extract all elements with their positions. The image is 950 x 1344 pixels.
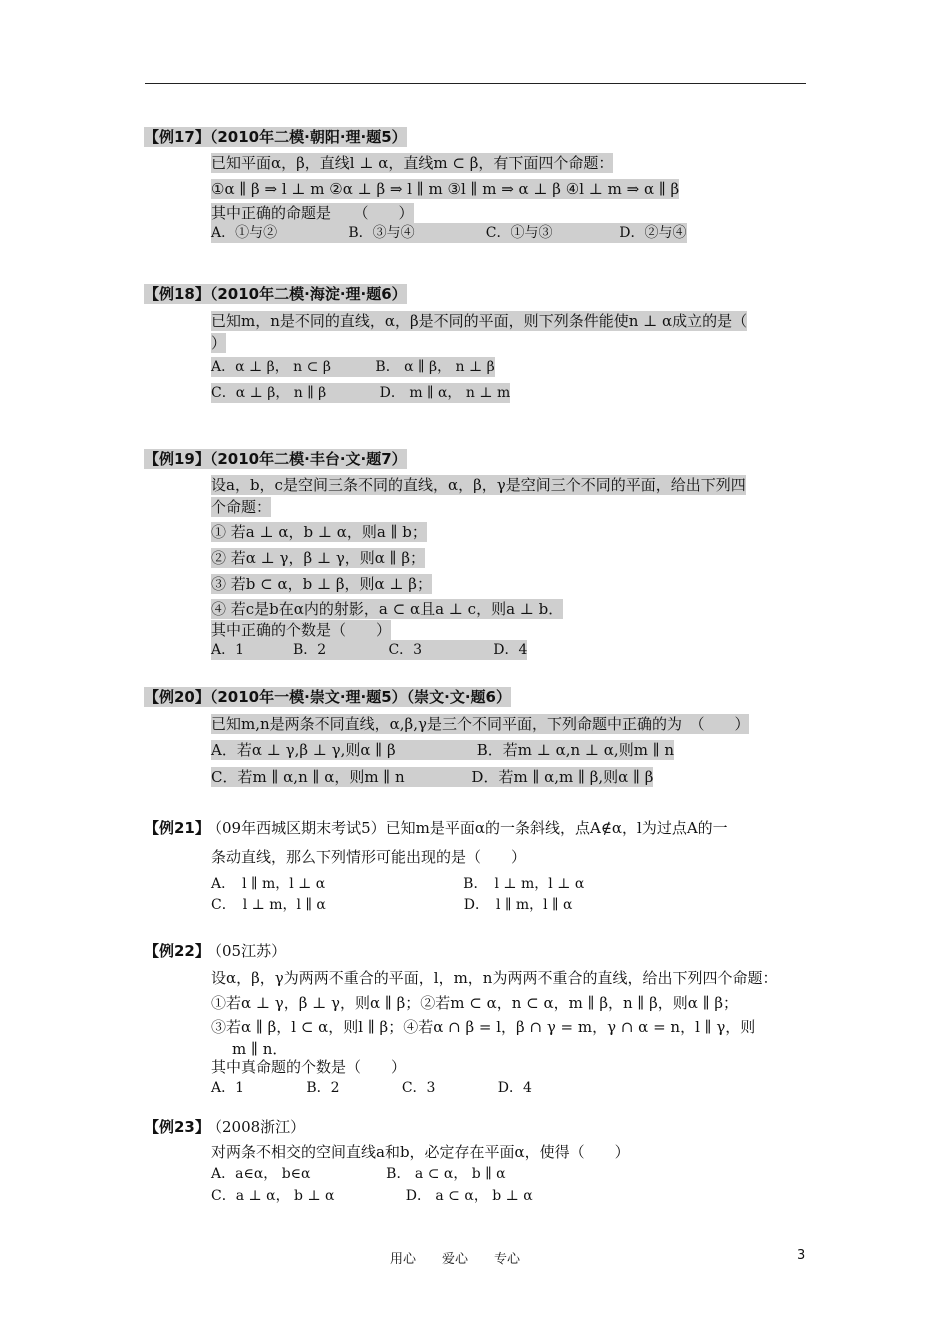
example-23-title: 【例23】 xyxy=(144,1118,210,1136)
example-19-proposition-2: ② 若α ⊥ γ，β ⊥ γ，则α ∥ β； xyxy=(211,549,426,567)
page-number: 3 xyxy=(797,1248,806,1263)
example-17-line-3: 其中正确的命题是 （ ） xyxy=(211,204,414,222)
example-17-title: 【例17】（2010年二模·朝阳·理·题5） xyxy=(144,128,407,146)
example-21-line-2: 条动直线，那么下列情形可能出现的是（ ） xyxy=(211,848,527,866)
example-22-line-3: ③若α ∥ β，l ⊂ α，则l ∥ β；④若α ∩ β = l，β ∩ γ = m，γ ∩ α = n，l ∥ γ，则 xyxy=(211,1018,756,1036)
example-18-title: 【例18】（2010年二模·海淀·理·题6） xyxy=(144,285,407,303)
example-18-line-2: ） xyxy=(211,334,227,352)
example-19-line-2: 个命题： xyxy=(211,498,272,516)
example-23-line-1: 对两条不相交的空间直线a和b，必定存在平面α，使得（ ） xyxy=(211,1143,630,1161)
footer-motto: 用心 爱心 专心 xyxy=(390,1252,521,1267)
example-19-proposition-4: ④ 若c是b在α内的射影，a ⊂ α且a ⊥ c，则a ⊥ b． xyxy=(211,600,564,618)
example-23-options-cd: C．a ⊥ α， b ⊥ α D． a ⊂ α， b ⊥ α xyxy=(211,1188,533,1204)
example-18-options-ab: A．α ⊥ β， n ⊂ β B． α ∥ β， n ⊥ β xyxy=(211,359,495,375)
example-23-options-ab: A．a∈α， b∈α B． a ⊂ α， b ∥ α xyxy=(211,1166,506,1182)
example-20-title: 【例20】（2010年一模·崇文·理·题5）（崇文·文·题6） xyxy=(144,688,511,706)
example-17-line-2: ①α ∥ β ⇒ l ⊥ m ②α ⊥ β ⇒ l ∥ m ③l ∥ m ⇒ α ⊥ β ④l ⊥ m ⇒ α ∥ β xyxy=(211,180,680,198)
example-21-line-1: （09年西城区期末考试5）已知m是平面α的一条斜线，点A∉α，l为过点A的一 xyxy=(207,819,728,837)
example-19-proposition-1: ① 若a ⊥ α，b ⊥ α，则a ∥ b； xyxy=(211,523,427,541)
header-rule xyxy=(145,83,806,84)
example-22-options: A．1 B．2 C．3 D．4 xyxy=(211,1080,532,1096)
example-22-line-1: 设α，β，γ为两两不重合的平面，l，m，n为两两不重合的直线，给出下列四个命题： xyxy=(211,969,778,987)
example-17-line-1: 已知平面α，β，直线l ⊥ α，直线m ⊂ β，有下面四个命题： xyxy=(211,154,614,172)
example-19-line-1: 设a，b，c是空间三条不同的直线，α，β，γ是空间三个不同的平面，给出下列四 xyxy=(211,476,746,494)
example-19-question: 其中正确的个数是（ ） xyxy=(211,621,392,639)
example-22-question: 其中真命题的个数是（ ） xyxy=(211,1058,407,1076)
example-18-line-1: 已知m，n是不同的直线，α，β是不同的平面，则下列条件能使n ⊥ α成立的是（ xyxy=(211,312,748,330)
example-17-options: A．①与② B．③与④ C．①与③ D．②与④ xyxy=(211,225,687,241)
example-21-title: 【例21】 xyxy=(144,819,210,837)
example-20-options-ab: A．若α ⊥ γ,β ⊥ γ,则α ∥ β B．若m ⊥ α,n ⊥ α,则m ∥ n xyxy=(211,741,675,759)
example-22-title: 【例22】 xyxy=(144,942,210,960)
example-18-options-cd: C．α ⊥ β， n ∥ β D． m ∥ α， n ⊥ m xyxy=(211,385,511,401)
example-21-options-cd: C． l ⊥ m，l ∥ α D． l ∥ m，l ∥ α xyxy=(211,897,573,913)
example-19-options: A．1 B．2 C．3 D．4 xyxy=(211,642,528,658)
example-19-title: 【例19】（2010年二模·丰台·文·题7） xyxy=(144,450,407,468)
example-23-source: （2008浙江） xyxy=(207,1118,306,1136)
example-21-options-ab: A． l ∥ m，l ⊥ α B． l ⊥ m，l ⊥ α xyxy=(211,876,585,892)
example-22-line-4: m ∥ n． xyxy=(232,1040,288,1058)
example-19-proposition-3: ③ 若b ⊂ α，b ⊥ β，则α ⊥ β； xyxy=(211,575,432,593)
example-20-line-1: 已知m,n是两条不同直线，α,β,γ是三个不同平面，下列命题中正确的为 （ ） xyxy=(211,715,750,733)
example-22-source: （05江苏） xyxy=(207,942,287,960)
example-20-options-cd: C．若m ∥ α,n ∥ α，则m ∥ n D．若m ∥ α,m ∥ β,则α ∥ β xyxy=(211,768,654,786)
example-22-line-2: ①若α ⊥ γ，β ⊥ γ，则α ∥ β；②若m ⊂ α，n ⊂ α，m ∥ β，n ∥ β，则α ∥ β； xyxy=(211,994,739,1012)
